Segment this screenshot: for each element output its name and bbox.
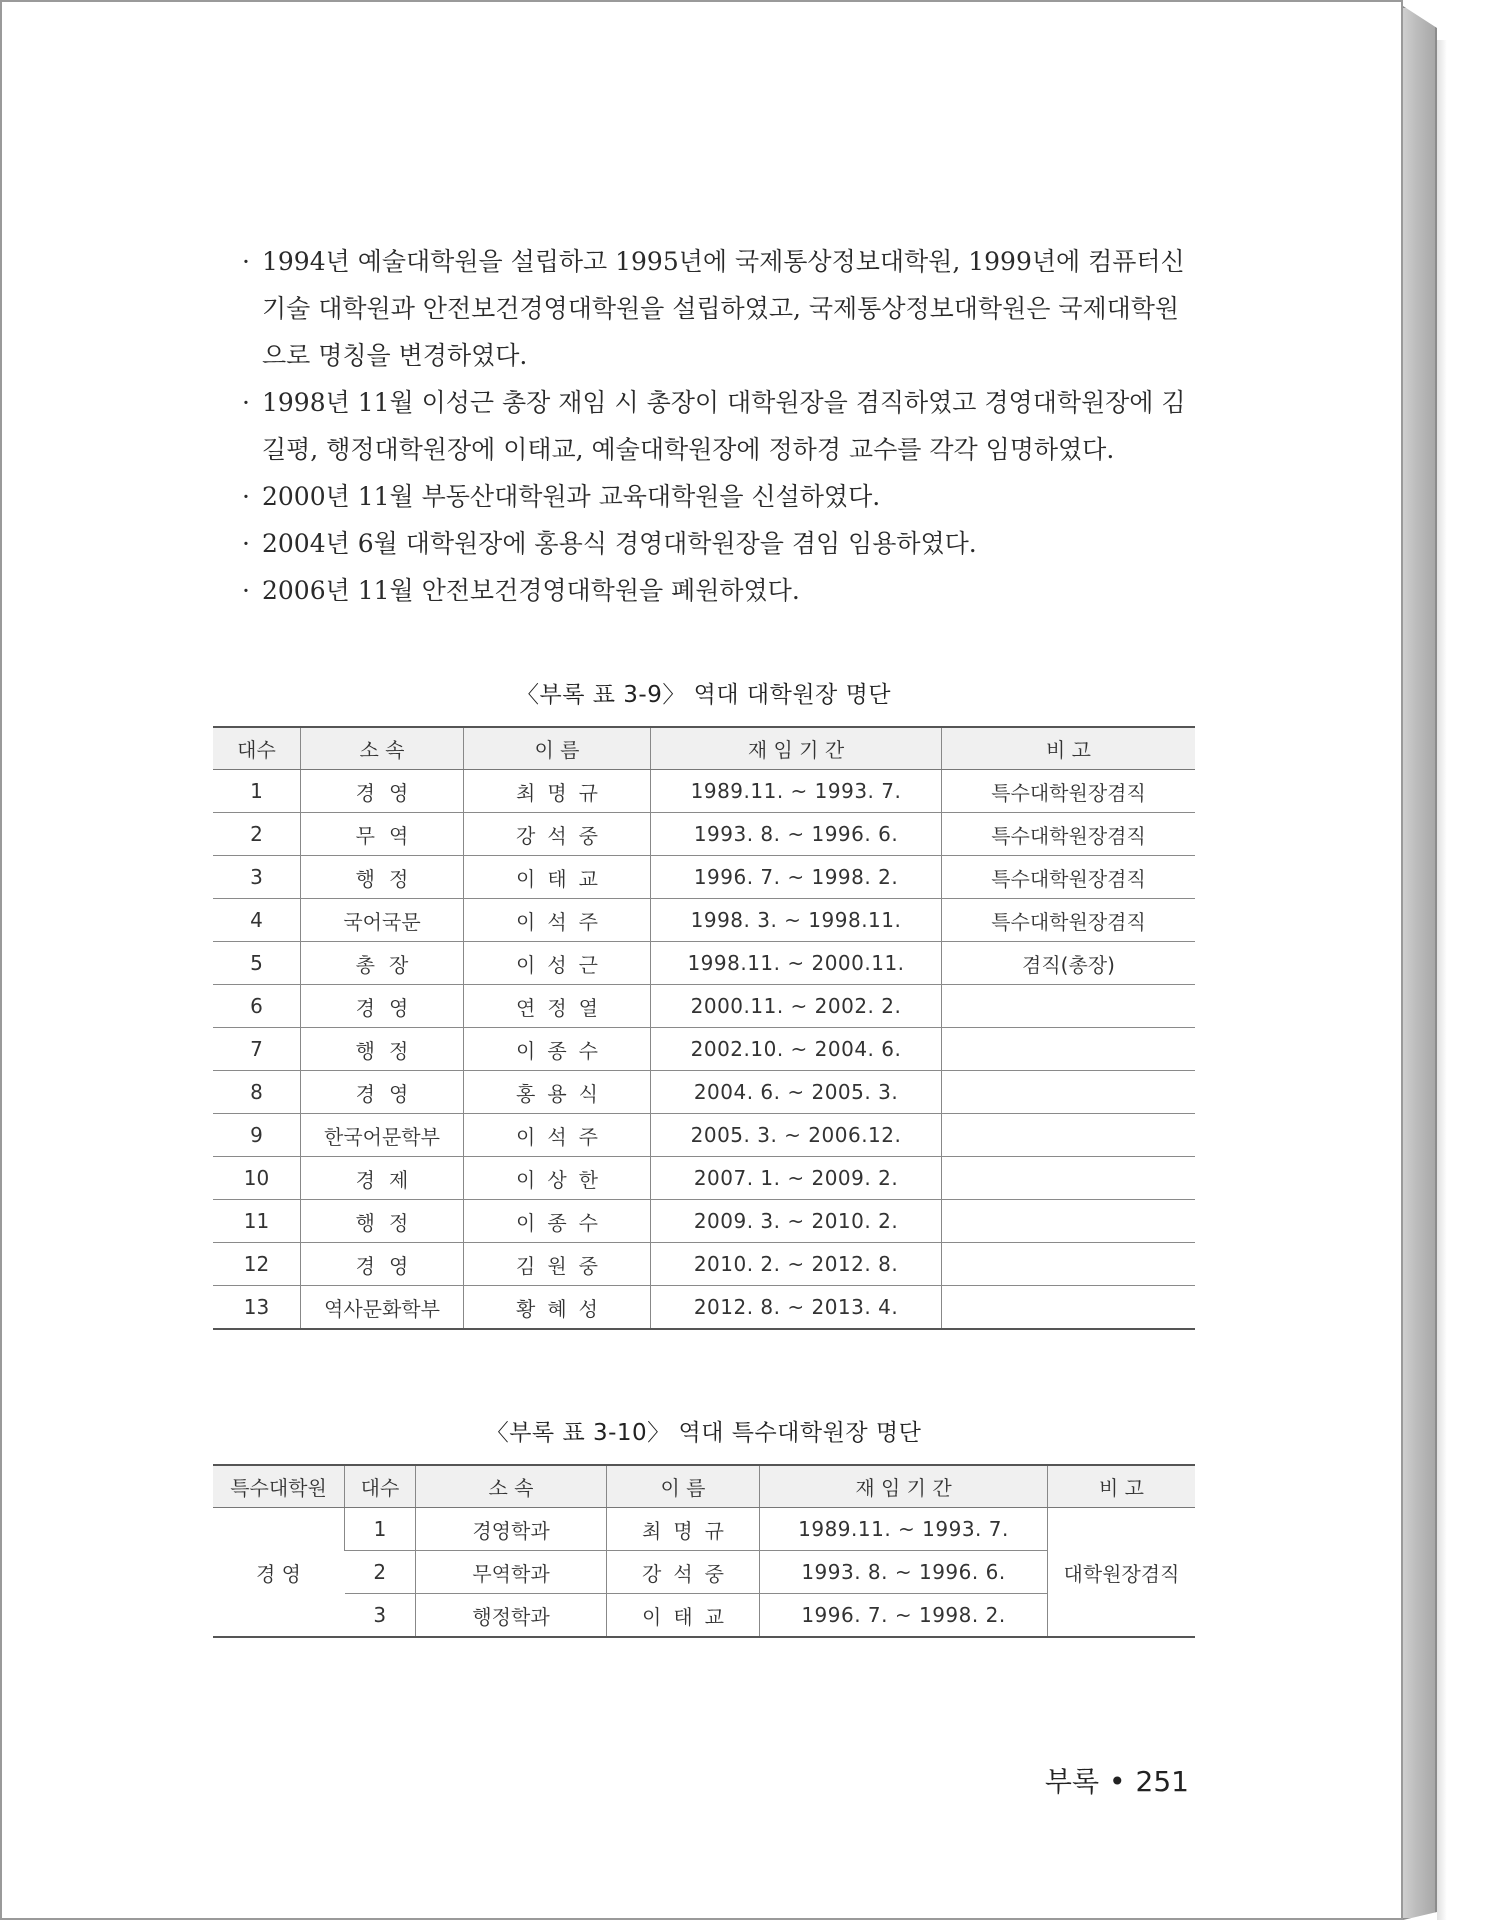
- cell-note: [942, 1114, 1196, 1157]
- cell-period: 2007. 1. ~ 2009. 2.: [651, 1157, 942, 1200]
- paragraph-bullet: ·: [242, 529, 250, 558]
- paragraph-bullet: ·: [242, 388, 250, 417]
- page-shadow: [1437, 40, 1447, 1920]
- cell-dept: 무역학과: [416, 1551, 607, 1594]
- table2-caption: 〈부록 표 3-10〉 역대 특수대학원장 명단: [485, 1420, 922, 1446]
- cell-no: 7: [213, 1028, 301, 1071]
- cell-note: [942, 985, 1196, 1028]
- cell-note: 겸직(총장): [942, 942, 1196, 985]
- paragraph-bullet: ·: [242, 482, 250, 511]
- table-row: [213, 1071, 1195, 1114]
- cell-dept: 총장: [301, 942, 464, 985]
- cell-name: 이석주: [464, 899, 651, 942]
- paragraph-text: 2006년 11월 안전보건경영대학원을 폐원하였다.: [262, 576, 800, 605]
- table-row: [213, 985, 1195, 1028]
- col-header-no: 대수: [345, 1465, 416, 1508]
- col-header-no: 대수: [213, 727, 301, 770]
- paragraph: [242, 238, 1202, 379]
- cell-note: [942, 1286, 1196, 1330]
- page-number: 251: [1135, 1765, 1189, 1798]
- page-footer: [1045, 1760, 1189, 1800]
- cell-period: 2012. 8. ~ 2013. 4.: [651, 1286, 942, 1330]
- cell-dept: 경영: [301, 1243, 464, 1286]
- cell-dept: 행정: [301, 1200, 464, 1243]
- paragraph: [242, 520, 1202, 567]
- cell-no: 13: [213, 1286, 301, 1330]
- table1-graduate-deans: [213, 726, 1195, 1330]
- cell-no: 2: [213, 813, 301, 856]
- cell-name: 이태교: [607, 1594, 760, 1638]
- cell-no: 1: [213, 770, 301, 813]
- cell-no: 3: [213, 856, 301, 899]
- table-row: [213, 856, 1195, 899]
- cell-note: 특수대학원장겸직: [942, 899, 1196, 942]
- table-row: [213, 899, 1195, 942]
- table-row: [213, 1157, 1195, 1200]
- cell-period: 2004. 6. ~ 2005. 3.: [651, 1071, 942, 1114]
- table-row: [213, 813, 1195, 856]
- cell-period: 1989.11. ~ 1993. 7.: [651, 770, 942, 813]
- col-header-name: 이 름: [464, 727, 651, 770]
- cell-period: 1993. 8. ~ 1996. 6.: [760, 1551, 1048, 1594]
- cell-period: 2009. 3. ~ 2010. 2.: [651, 1200, 942, 1243]
- table1-caption: 〈부록 표 3-9〉 역대 대학원장 명단: [515, 682, 892, 708]
- cell-name: 최명규: [607, 1508, 760, 1551]
- cell-no: 12: [213, 1243, 301, 1286]
- paragraph: [242, 473, 1202, 520]
- cell-dept: 역사문화학부: [301, 1286, 464, 1330]
- table1-body: [213, 770, 1195, 1330]
- col-header-name: 이 름: [607, 1465, 760, 1508]
- cell-period: 2002.10. ~ 2004. 6.: [651, 1028, 942, 1071]
- paragraph-text: 2000년 11월 부동산대학원과 교육대학원을 신설하였다.: [262, 482, 881, 511]
- cell-note: [942, 1157, 1196, 1200]
- cell-dept: 행정학과: [416, 1594, 607, 1638]
- cell-note: [942, 1243, 1196, 1286]
- table-row: [213, 1286, 1195, 1330]
- table-row: [213, 1243, 1195, 1286]
- cell-no: 9: [213, 1114, 301, 1157]
- col-header-period: 재 임 기 간: [651, 727, 942, 770]
- cell-dept: 경영: [301, 770, 464, 813]
- paragraph-text: 1994년 예술대학원을 설립하고 1995년에 국제통상정보대학원, 1999년에 컴퓨터신기술 대학원과 안전보건경영대학원을 설립하였고, 국제통상정보대학원은 국제대학원으로 명칭을 변경하였다.: [262, 247, 1185, 370]
- cell-dept: 경제: [301, 1157, 464, 1200]
- cell-name: 이상한: [464, 1157, 651, 1200]
- cell-period: 2005. 3. ~ 2006.12.: [651, 1114, 942, 1157]
- cell-name: 최명규: [464, 770, 651, 813]
- cell-period: 1989.11. ~ 1993. 7.: [760, 1508, 1048, 1551]
- cell-name: 김원중: [464, 1243, 651, 1286]
- cell-period: 1998.11. ~ 2000.11.: [651, 942, 942, 985]
- cell-dept: 국어국문: [301, 899, 464, 942]
- col-header-school: 특수대학원: [213, 1465, 345, 1508]
- table-row: [213, 1508, 1195, 1551]
- cell-name: 이종수: [464, 1028, 651, 1071]
- table2-body: [213, 1508, 1195, 1638]
- table-row: [213, 1200, 1195, 1243]
- paragraph-bullet: ·: [242, 576, 250, 605]
- cell-dept: 경영: [301, 1071, 464, 1114]
- cell-no: 1: [345, 1508, 416, 1551]
- col-header-period: 재 임 기 간: [760, 1465, 1048, 1508]
- paragraph: [242, 379, 1202, 473]
- cell-note: 특수대학원장겸직: [942, 856, 1196, 899]
- cell-name: 이석주: [464, 1114, 651, 1157]
- cell-period: 1998. 3. ~ 1998.11.: [651, 899, 942, 942]
- cell-period: 1996. 7. ~ 1998. 2.: [760, 1594, 1048, 1638]
- table-row: [213, 1114, 1195, 1157]
- table2-special-graduate-deans: [213, 1464, 1195, 1638]
- table-row: [213, 770, 1195, 813]
- cell-name: 강석중: [607, 1551, 760, 1594]
- cell-no: 10: [213, 1157, 301, 1200]
- page-stack-edge: [1403, 6, 1437, 1920]
- footer-section: 부록: [1044, 1765, 1100, 1798]
- cell-period: 1996. 7. ~ 1998. 2.: [651, 856, 942, 899]
- cell-dept: 한국어문학부: [301, 1114, 464, 1157]
- cell-no: 3: [345, 1594, 416, 1638]
- paragraph-bullet: ·: [242, 247, 250, 276]
- paragraph: [242, 567, 1202, 614]
- cell-dept: 무역: [301, 813, 464, 856]
- cell-no: 2: [345, 1551, 416, 1594]
- cell-note: 특수대학원장겸직: [942, 813, 1196, 856]
- paragraph-text: 2004년 6월 대학원장에 홍용식 경영대학원장을 겸임 임용하였다.: [262, 529, 977, 558]
- cell-note: [942, 1071, 1196, 1114]
- table-row: [213, 942, 1195, 985]
- cell-name: 이성근: [464, 942, 651, 985]
- cell-period: 1993. 8. ~ 1996. 6.: [651, 813, 942, 856]
- col-header-note: 비 고: [942, 727, 1196, 770]
- cell-no: 4: [213, 899, 301, 942]
- paragraph-text: 1998년 11월 이성근 총장 재임 시 총장이 대학원장을 겸직하였고 경영대학원장에 김길평, 행정대학원장에 이태교, 예술대학원장에 정하경 교수를 각각 임명하였다.: [262, 388, 1186, 464]
- cell-note: 대학원장겸직: [1048, 1508, 1196, 1638]
- cell-dept: 행정: [301, 856, 464, 899]
- cell-note: 특수대학원장겸직: [942, 770, 1196, 813]
- cell-name: 이태교: [464, 856, 651, 899]
- body-text: [242, 238, 1202, 614]
- cell-no: 6: [213, 985, 301, 1028]
- col-header-dept: 소 속: [416, 1465, 607, 1508]
- cell-school: 경 영: [213, 1508, 345, 1638]
- cell-name: 강석중: [464, 813, 651, 856]
- cell-dept: 경영: [301, 985, 464, 1028]
- table-row: [213, 1028, 1195, 1071]
- cell-dept: 행정: [301, 1028, 464, 1071]
- col-header-note: 비 고: [1048, 1465, 1196, 1508]
- cell-no: 5: [213, 942, 301, 985]
- cell-dept: 경영학과: [416, 1508, 607, 1551]
- cell-note: [942, 1028, 1196, 1071]
- cell-period: 2000.11. ~ 2002. 2.: [651, 985, 942, 1028]
- cell-name: 이종수: [464, 1200, 651, 1243]
- footer-bullet: •: [1109, 1765, 1126, 1798]
- col-header-dept: 소 속: [301, 727, 464, 770]
- table-header-row: [213, 1465, 1195, 1508]
- cell-no: 11: [213, 1200, 301, 1243]
- table-header-row: [213, 727, 1195, 770]
- cell-name: 홍용식: [464, 1071, 651, 1114]
- cell-name: 황혜성: [464, 1286, 651, 1330]
- cell-note: [942, 1200, 1196, 1243]
- cell-no: 8: [213, 1071, 301, 1114]
- cell-name: 연정열: [464, 985, 651, 1028]
- cell-period: 2010. 2. ~ 2012. 8.: [651, 1243, 942, 1286]
